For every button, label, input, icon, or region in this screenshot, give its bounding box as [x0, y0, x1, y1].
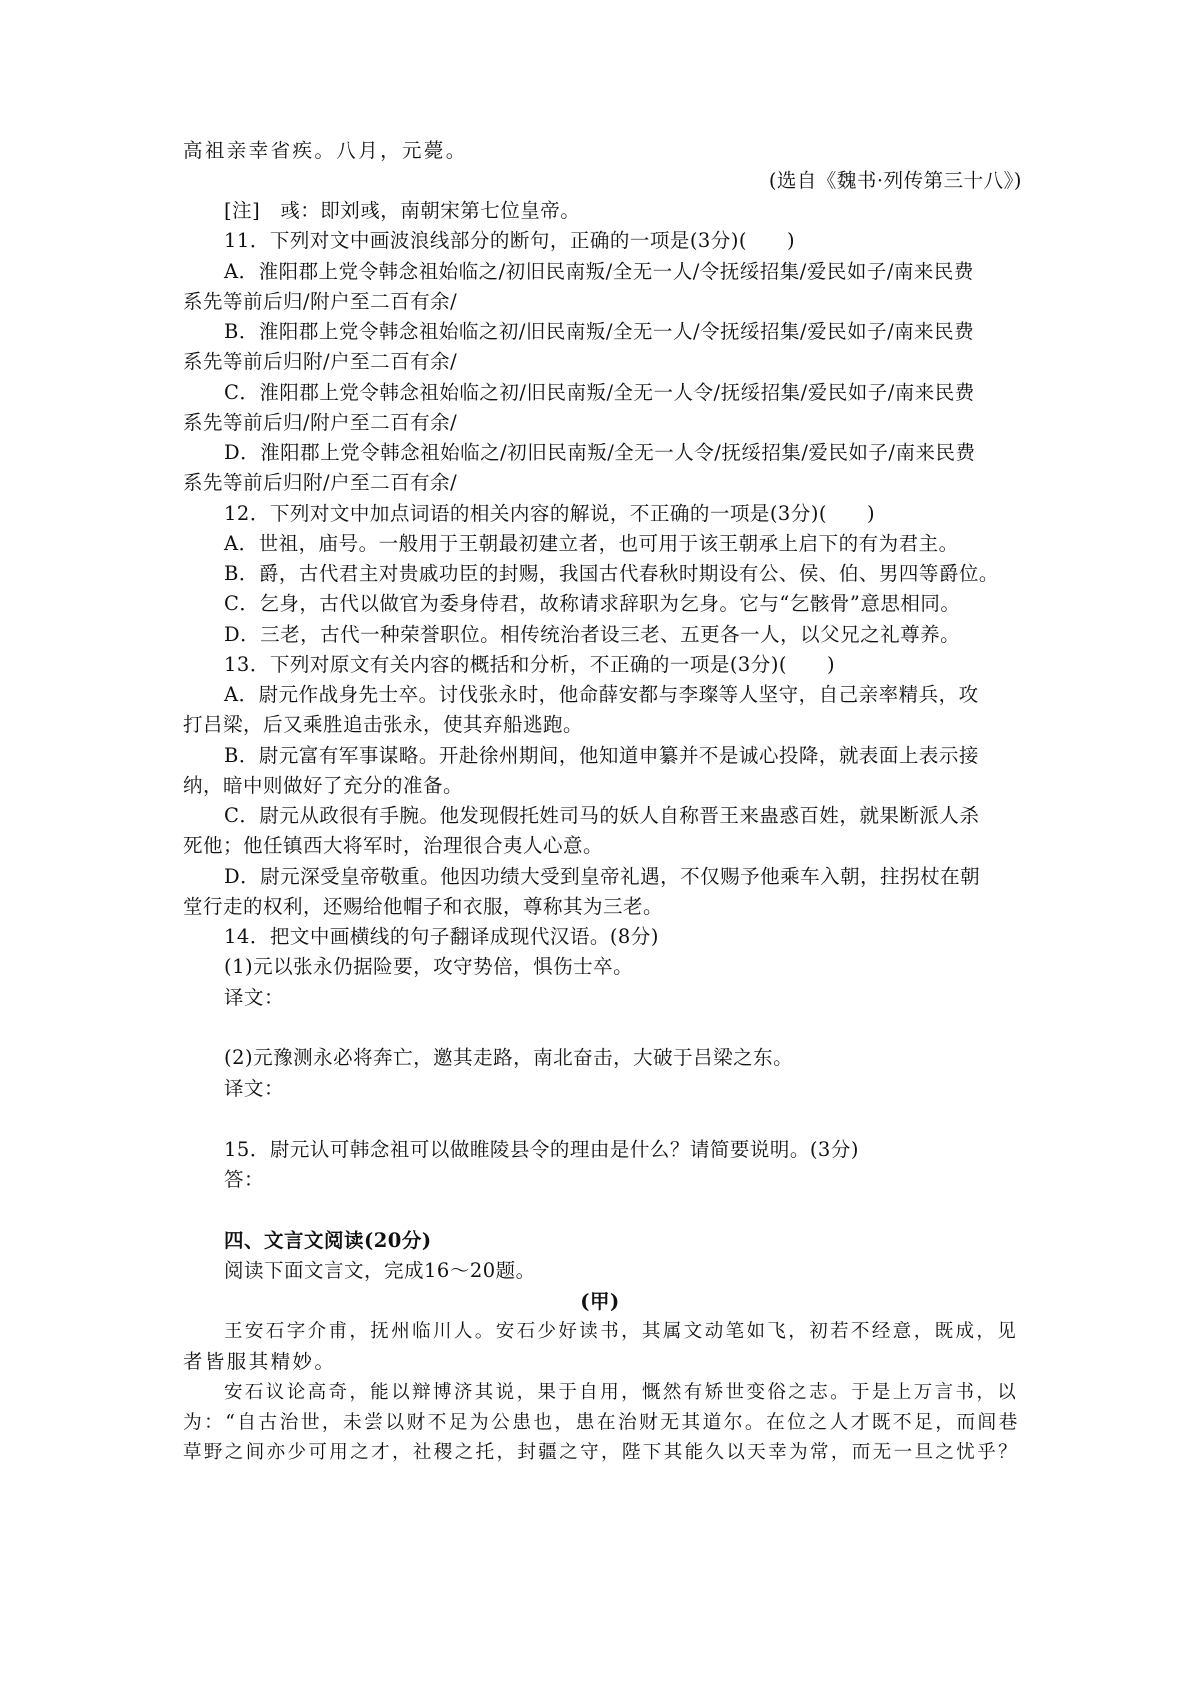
passage-title: (甲): [580, 1290, 620, 1313]
section-heading: 四、文言文阅读(20分): [224, 1229, 432, 1252]
option-line: D．三老，古代一种荣誉职位。相传统治者设三老、五更各一人，以父兄之礼尊养。: [224, 623, 961, 646]
option-line: 系先等前后归附/户至二百有余/: [183, 350, 458, 373]
question-12: 12．下列对文中加点词语的相关内容的解说，不正确的一项是(3分)( ): [224, 502, 876, 525]
passage-line: 者皆服其精妙。: [183, 1350, 337, 1373]
option-line: 死他；他任镇西大将军时，治理很合夷人心意。: [183, 834, 604, 857]
option-line: B．尉元富有军事谋略。开赴徐州期间，他知道申纂并不是诚心投降，就表面上表示接: [224, 744, 979, 767]
option-line: C．乞身，古代以做官为委身侍君，故称请求辞职为乞身。它与“乞骸骨”意思相同。: [224, 592, 961, 615]
option-line: C．淮阳郡上党令韩念祖始临之初/旧民南叛/全无一人令/抚绥招集/爱民如子/南来民费: [224, 381, 975, 404]
sentence-2: (2)元豫测永必将奔亡，邀其走路，南北奋击，大破于吕梁之东。: [224, 1046, 794, 1069]
answer-label: 答：: [224, 1168, 265, 1191]
option-line: A．淮阳郡上党令韩念祖始临之/初旧民南叛/全无一人/令抚绥招集/爱民如子/南来民费: [224, 260, 974, 283]
option-line: 打吕梁，后又乘胜追击张永，使其弃船逃跑。: [183, 713, 584, 736]
option-line: 堂行走的权利，还赐给他帽子和衣服，尊称其为三老。: [183, 895, 664, 918]
option-line: 系先等前后归/附户至二百有余/: [183, 290, 458, 313]
question-11: 11．下列对文中画波浪线部分的断句，正确的一项是(3分)( ): [224, 229, 796, 252]
option-line: B．淮阳郡上党令韩念祖始临之初/旧民南叛/全无一人/令抚绥招集/爱民如子/南来民费: [224, 320, 975, 343]
passage-line: 安石议论高奇，能以辩博济其说，果于自用，慨然有矫世变俗之志。于是上万言书，以: [224, 1382, 1019, 1403]
source-citation: (选自《魏书·列传第三十八》): [768, 169, 1022, 192]
option-line: 纳，暗中则做好了充分的准备。: [183, 774, 464, 797]
note-line: [注] 彧：即刘彧，南朝宋第七位皇帝。: [224, 199, 581, 222]
text-line: 高祖亲幸省疾。八月，元薨。: [183, 139, 468, 162]
option-line: A．尉元作战身先士卒。讨伐张永时，他命薛安都与李璨等人坚守，自己亲率精兵，攻: [224, 683, 979, 706]
instruction-line: 阅读下面文言文，完成16～20题。: [224, 1259, 536, 1282]
question-14: 14．把文中画横线的句子翻译成现代汉语。(8分): [224, 925, 659, 948]
option-line: 系先等前后归/附户至二百有余/: [183, 411, 458, 434]
option-line: B．爵，古代君主对贵戚功臣的封赐，我国古代春秋时期设有公、侯、伯、男四等爵位。: [224, 562, 999, 585]
option-line: A．世祖，庙号。一般用于王朝最初建立者，也可用于该王朝承上启下的有为君主。: [224, 532, 959, 555]
passage-line: 草野之间亦少可用之才，社稷之托，封疆之守，陛下其能久以天幸为常，而无一旦之忧乎？: [183, 1442, 1020, 1463]
passage-line: 为：“自古治世，未尝以财不足为公患也，患在治财无其道尔。在位之人才既不足，而闾巷: [183, 1412, 1020, 1433]
question-13: 13．下列对原文有关内容的概括和分析，不正确的一项是(3分)( ): [224, 653, 836, 676]
passage-line: 王安石字介甫，抚州临川人。安石少好读书，其属文动笔如飞，初若不经意，既成，见: [224, 1321, 1019, 1342]
option-line: C．尉元从政很有手腕。他发现假托姓司马的妖人自称晋王来蛊惑百姓，就果断派人杀: [224, 804, 980, 827]
question-15: 15．尉元认可韩念祖可以做睢陵县令的理由是什么？请简要说明。(3分): [224, 1138, 859, 1161]
option-line: D．淮阳郡上党令韩念祖始临之/初旧民南叛/全无一人令/抚绥招集/爱民如子/南来民费: [224, 441, 976, 464]
option-line: D．尉元深受皇帝敬重。他因功绩大受到皇帝礼遇，不仅赐予他乘车入朝，拄拐杖在朝: [224, 865, 981, 888]
answer-label: 译文：: [224, 986, 285, 1009]
option-line: 系先等前后归附/户至二百有余/: [183, 471, 458, 494]
sentence-1: (1)元以张永仍据险要，攻守势倍，惧伤士卒。: [224, 955, 634, 978]
answer-label: 译文：: [224, 1077, 285, 1100]
